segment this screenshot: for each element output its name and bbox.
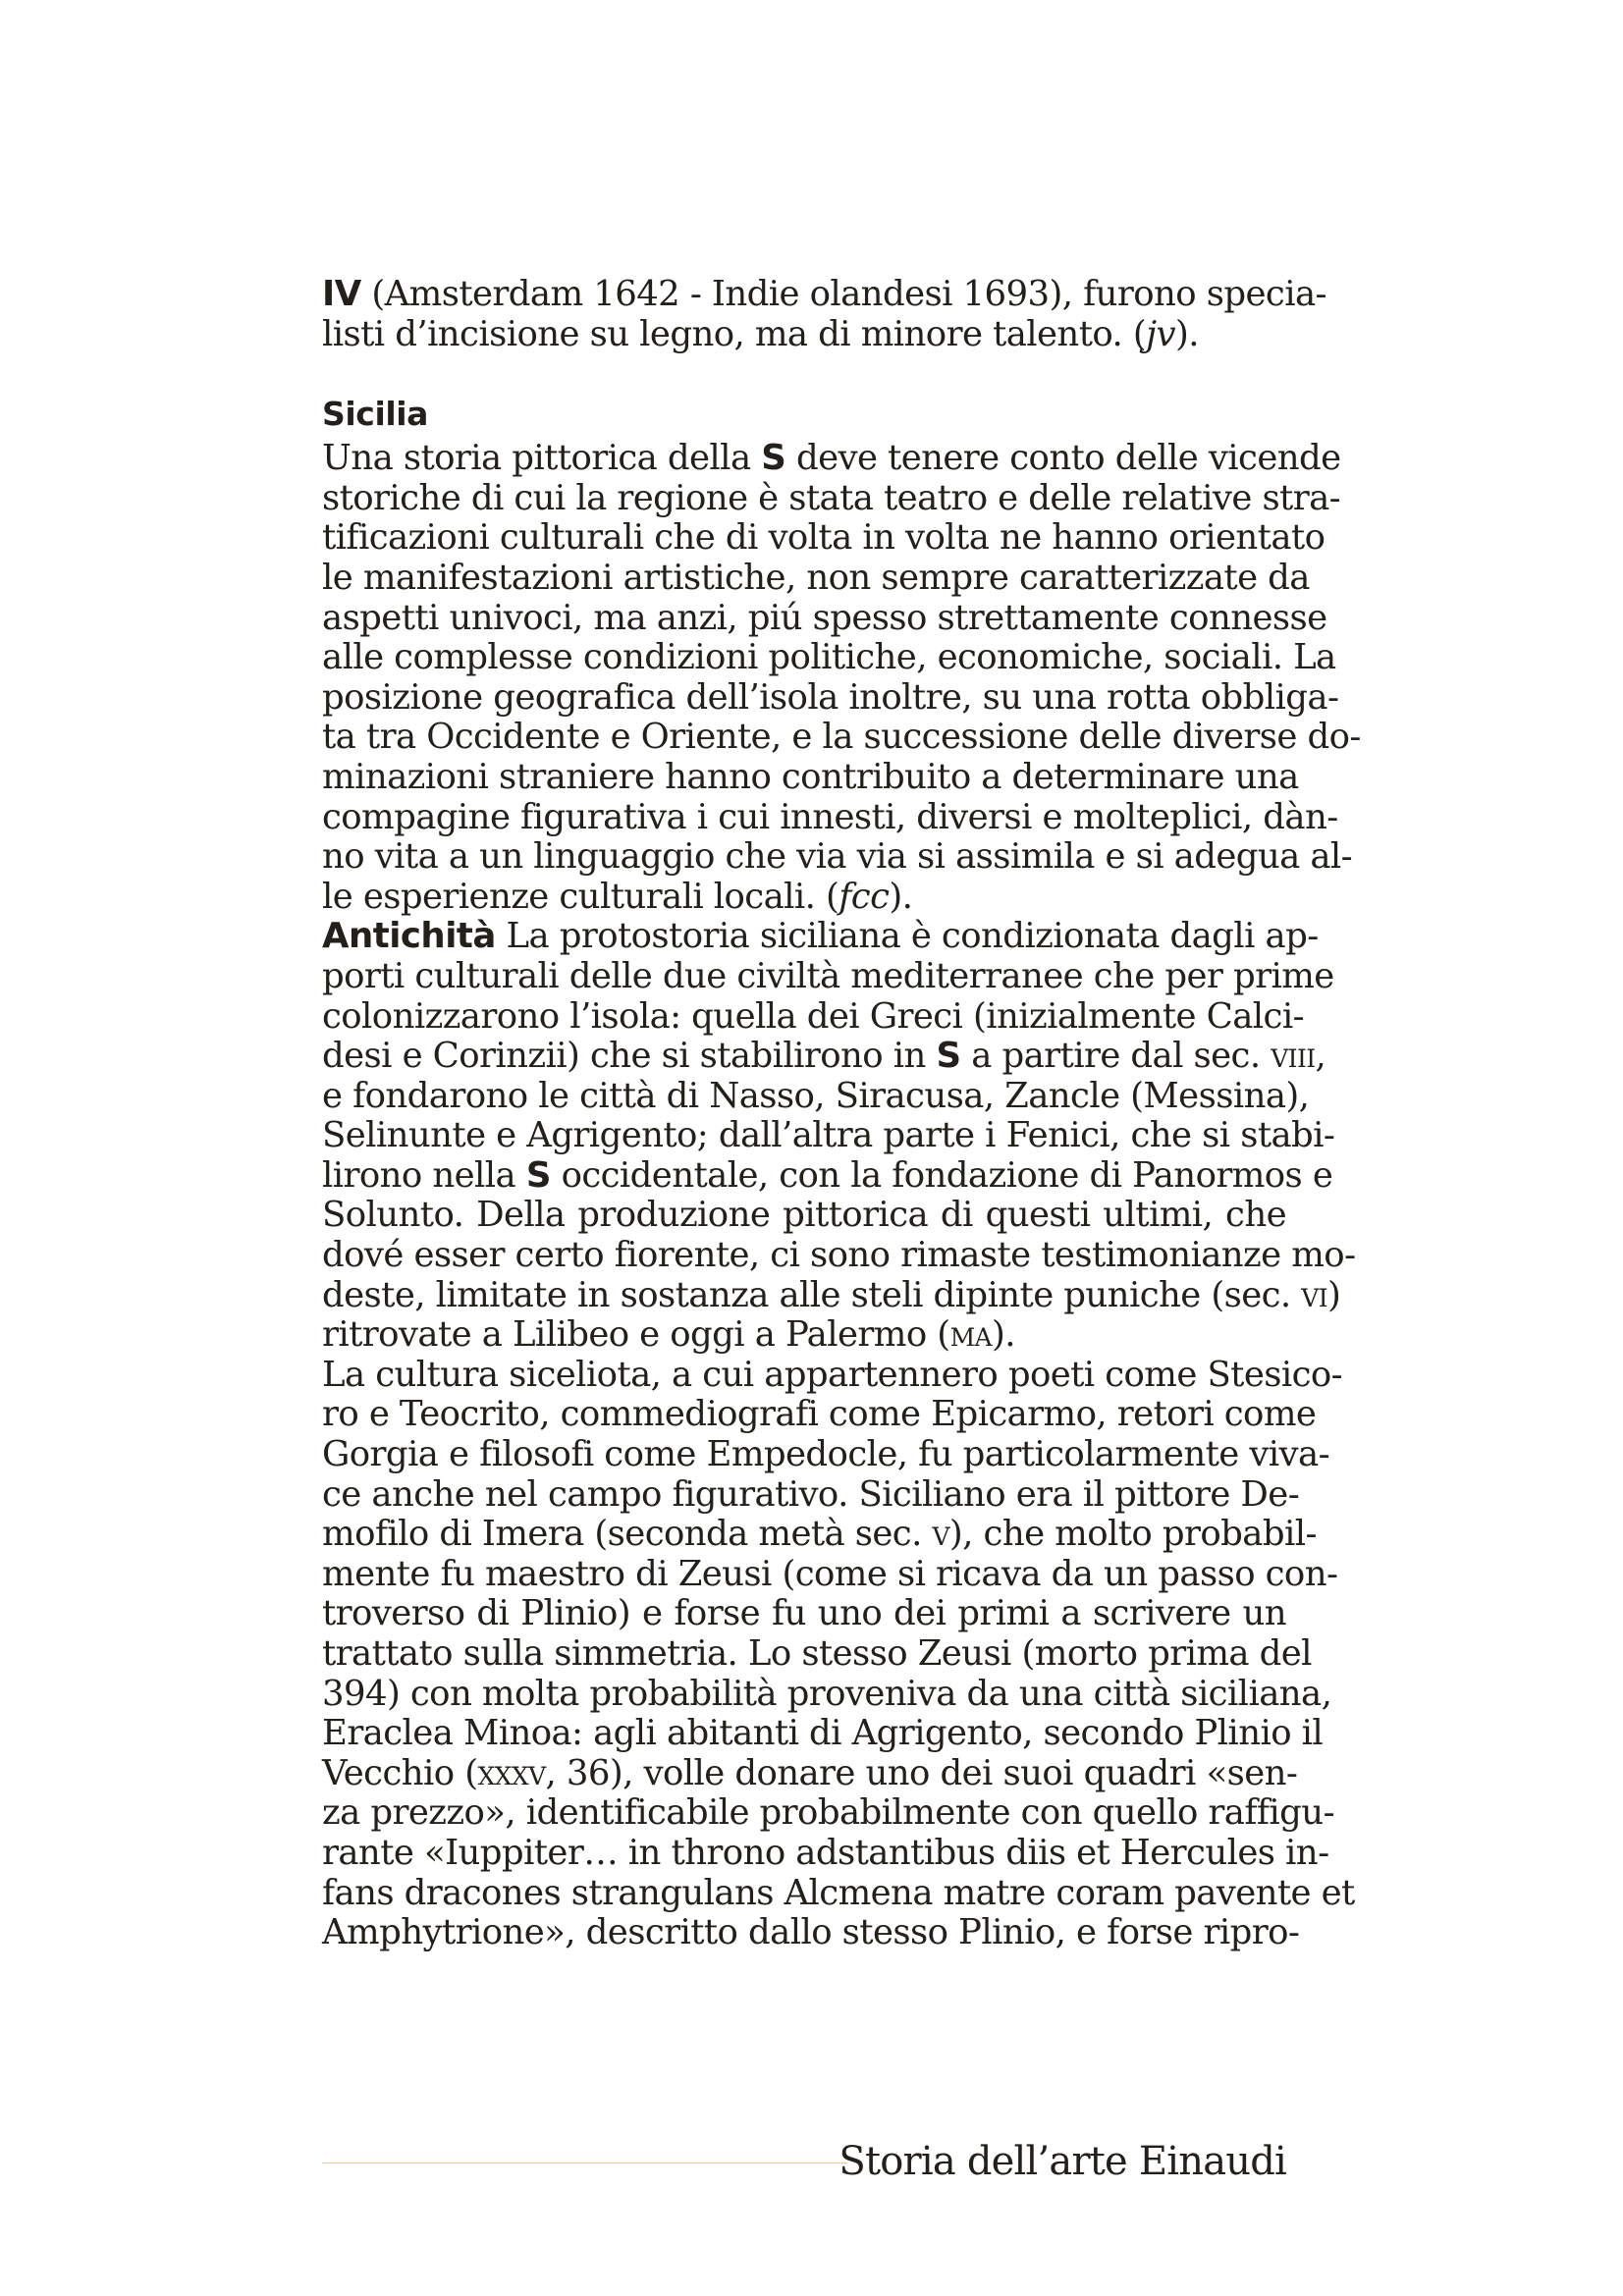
line-text: Eraclea Minoa: agli abitanti di Agrigento, secondo Plinio il xyxy=(322,1713,1324,1754)
text-line xyxy=(322,878,1286,918)
line-text: occidentale, con la fondazione di Panormos e xyxy=(550,1154,1333,1196)
antichita-paragraph xyxy=(322,916,1356,1356)
text-line xyxy=(322,438,1341,479)
line-text: mofilo di Imera (seconda metà sec. xyxy=(322,1514,933,1555)
previous-entry-ending xyxy=(322,274,1326,354)
line-text: compagine figurativa i cui innesti, diversi e molteplici, dàn- xyxy=(322,796,1338,837)
small-caps-numeral: ma xyxy=(949,1314,993,1356)
cultura-paragraph xyxy=(322,1354,1355,1953)
text-line xyxy=(322,1315,1286,1356)
text-line xyxy=(322,1553,1338,1595)
text-line xyxy=(322,995,1304,1038)
text-line xyxy=(322,1872,1355,1914)
text-line xyxy=(322,836,1353,878)
text-line xyxy=(322,717,1361,758)
text-line xyxy=(322,597,1327,639)
line-text: storiche di cui la regione è stata teatro e delle relative stra- xyxy=(322,477,1341,518)
line-text: ). xyxy=(992,1314,1015,1356)
line-text: trattato sulla simmetria. Lo stesso Zeusi (morto prima del xyxy=(322,1633,1312,1674)
text-line xyxy=(322,1514,1317,1555)
line-text: Vecchio ( xyxy=(322,1752,478,1793)
bold-term: S xyxy=(761,438,786,479)
section-heading: Sicilia xyxy=(322,395,429,434)
footer-title: Storia dell’arte Einaudi xyxy=(839,2139,1286,2184)
small-caps-numeral: viii xyxy=(1271,1036,1316,1077)
line-text: posizione geografica dell’isola inoltre, su una rotta obbliga- xyxy=(322,676,1339,718)
line-text: porti culturali delle due civiltà mediterranee che per prime xyxy=(322,955,1334,996)
text-line xyxy=(322,1274,1341,1316)
line-text: rante «Iuppiter… in throno adstantibus diis et Hercules in- xyxy=(322,1832,1329,1873)
line-text: Amphytrione», descritto dallo stesso Plinio, e forse ripro- xyxy=(322,1912,1300,1953)
text-line xyxy=(322,1235,1356,1276)
bold-term: Antichità xyxy=(322,916,496,957)
line-text: , xyxy=(1315,1036,1326,1077)
text-line xyxy=(322,1792,1334,1834)
line-text: minazioni straniere hanno contribuito a determinare una xyxy=(322,756,1299,797)
bold-term: S xyxy=(525,1154,551,1196)
text-line xyxy=(322,1594,1286,1634)
text-line xyxy=(322,955,1334,997)
text-line xyxy=(322,517,1325,559)
author-initials: fcc xyxy=(839,876,890,917)
line-text: Solunto. Della produzione pittorica di questi ultimi, che xyxy=(322,1195,1286,1236)
line-text: a partire dal sec. xyxy=(960,1036,1271,1077)
line-text: ce anche nel campo figurativo. Siciliano era il pittore De- xyxy=(322,1473,1300,1515)
line-text: desi e Corinzii) che si stabilirono in xyxy=(322,1036,937,1077)
line-text: troverso di Plinio) e forse fu uno dei primi a scrivere un xyxy=(322,1593,1286,1634)
text-line xyxy=(322,1354,1343,1396)
text-line xyxy=(322,1196,1286,1236)
small-caps-numeral: v xyxy=(932,1514,949,1555)
line-text: no vita a un linguaggio che via via si assimila e si adegua al- xyxy=(322,836,1353,878)
line-text: colonizzarono l’isola: quella dei Greci (inizialmente Calci- xyxy=(322,995,1304,1037)
line-text: tificazioni culturali che di volta in volta ne hanno orientato xyxy=(322,517,1325,559)
text-line xyxy=(322,796,1338,838)
text-line xyxy=(322,315,1286,355)
line-text: , 36), volle donare uno dei suoi quadri «sen- xyxy=(545,1752,1298,1793)
text-line xyxy=(322,477,1341,519)
line-text: le manifestazioni artistiche, non sempre caratterizzate da xyxy=(322,557,1310,598)
line-text: Gorgia e filosofi come Empedocle, fu particolarmente viva- xyxy=(322,1434,1329,1475)
text-line xyxy=(322,1036,1326,1077)
intro-paragraph xyxy=(322,438,1361,917)
text-line xyxy=(322,756,1299,798)
text-line xyxy=(322,1912,1300,1953)
line-text: (Amsterdam 1642 - Indie olandesi 1693), furono specia- xyxy=(360,274,1326,314)
line-text: ). xyxy=(889,876,913,917)
text-line xyxy=(322,1832,1329,1874)
line-text: ), che molto probabil- xyxy=(948,1514,1317,1555)
author-initials: jv xyxy=(1146,313,1176,354)
line-text: alle complesse condizioni politiche, economiche, sociali. La xyxy=(322,637,1336,678)
text-line xyxy=(322,274,1326,315)
line-text: deve tenere conto delle vicende xyxy=(785,438,1341,479)
line-text: dové esser certo fiorente, ci sono rimaste testimonianze mo- xyxy=(322,1235,1356,1276)
bold-term: IV xyxy=(322,274,361,314)
line-text: Selinunte e Agrigento; dall’altra parte i Fenici, che si stabi- xyxy=(322,1115,1335,1156)
line-text: listi d’incisione su legno, ma di minore talento. ( xyxy=(322,313,1147,354)
text-line xyxy=(322,1154,1333,1197)
text-line xyxy=(322,557,1310,599)
line-text: e fondarono le città di Nasso, Siracusa, Zancle (Messina), xyxy=(322,1075,1310,1116)
text-line xyxy=(322,1075,1310,1117)
line-text: lirono nella xyxy=(322,1154,526,1196)
line-text: ritrovate a Lilibeo e oggi a Palermo ( xyxy=(322,1314,950,1356)
text-line xyxy=(322,1115,1335,1156)
line-text: La cultura siceliota, a cui appartennero poeti come Stesico- xyxy=(322,1354,1343,1395)
line-text: mente fu maestro di Zeusi (come si ricava da un passo con- xyxy=(322,1553,1338,1594)
line-text: le esperienze culturali locali. ( xyxy=(322,876,839,917)
text-line xyxy=(322,1434,1329,1475)
text-line xyxy=(322,1713,1324,1754)
small-caps-numeral: vi xyxy=(1301,1274,1328,1315)
text-line xyxy=(322,1394,1317,1435)
text-line xyxy=(322,1752,1298,1794)
text-line xyxy=(322,1473,1300,1516)
text-line xyxy=(322,916,1319,957)
page-body xyxy=(322,274,1361,1953)
small-caps-numeral: xxxv xyxy=(477,1752,546,1793)
line-text: La protostoria siciliana è condizionata dagli ap- xyxy=(495,916,1319,957)
text-line xyxy=(322,1673,1332,1715)
text-line xyxy=(322,1633,1312,1675)
line-text: fans dracones strangulans Alcmena matre coram pavente et xyxy=(322,1872,1355,1913)
text-line xyxy=(322,637,1336,678)
line-text: ). xyxy=(1175,313,1199,354)
line-text: za prezzo», identificabile probabilmente con quello raffigu- xyxy=(322,1792,1334,1834)
line-text: ) xyxy=(1327,1274,1341,1315)
bold-term: S xyxy=(936,1036,961,1077)
text-line xyxy=(322,676,1339,719)
line-text: 394) con molta probabilità proveniva da una città siciliana, xyxy=(322,1673,1332,1714)
line-text: aspetti univoci, ma anzi, piú spesso strettamente connesse xyxy=(322,597,1327,638)
line-text: deste, limitate in sostanza alle steli dipinte puniche (sec. xyxy=(322,1274,1302,1315)
line-text: ro e Teocrito, commediografi come Epicarmo, retori come xyxy=(322,1394,1317,1435)
line-text: ta tra Occidente e Oriente, e la successione delle diverse do- xyxy=(322,717,1361,758)
line-text: Una storia pittorica della xyxy=(322,438,762,479)
